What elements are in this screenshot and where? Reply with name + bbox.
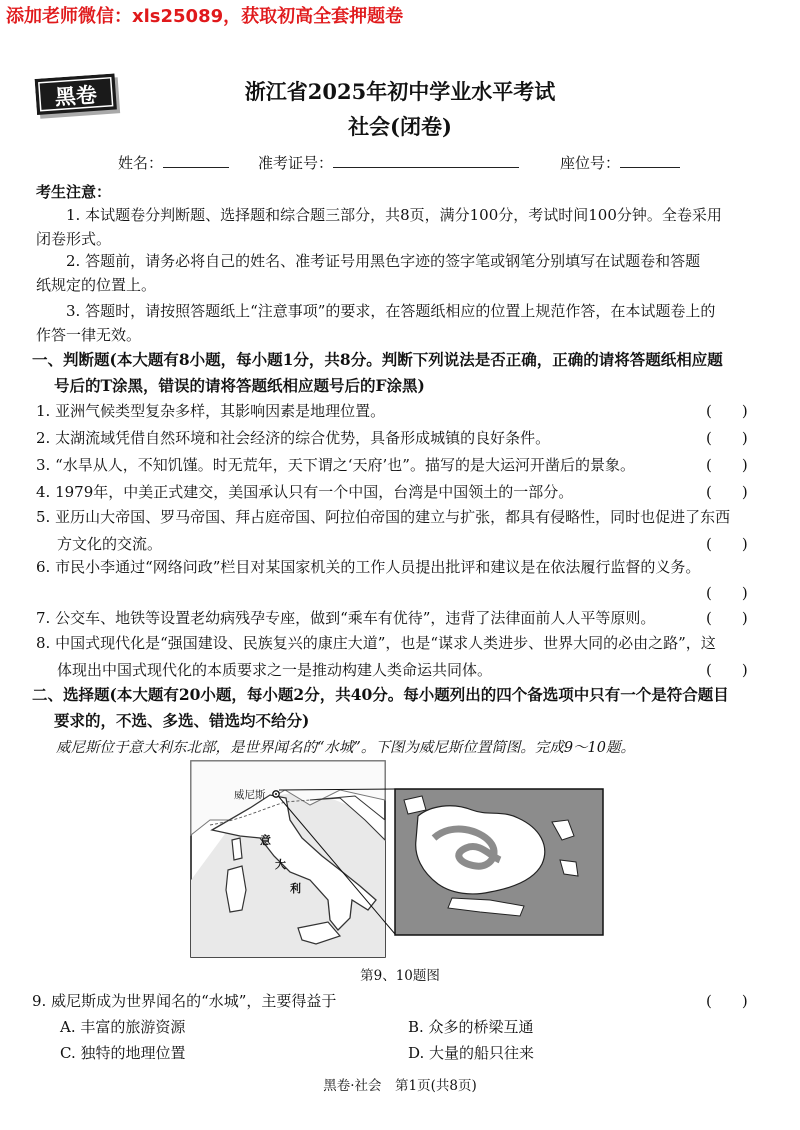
notice-item-1 — [36, 203, 760, 251]
section2-heading-line1: 二、选择题(本大题有20小题，每小题2分，共40分。每小题列出的四个备选项中只有一个是符合题目 — [32, 685, 729, 704]
judge-question-2: 2. 太湖流域凭借自然环境和社会经济的综合优势，具备形成城镇的良好条件。 — [36, 429, 551, 447]
section2-heading-line2: 要求的，不选、多选、错选均不给分) — [54, 711, 310, 730]
judge-question-3: 3. “水旱从人，不知饥馑。时无荒年，天下谓之‘天府’也”。描写的是大运河开凿后的景象。 — [36, 456, 635, 474]
answer-paren-1[interactable]: ( ) — [706, 402, 748, 420]
notice-item-2 — [36, 249, 760, 297]
corsica-island — [232, 838, 242, 860]
judge-question-8 — [36, 632, 716, 680]
notice-1-line1: 1. 本试题卷分判断题、选择题和综合题三部分，共8页，满分100分，考试时间100分钟。全卷采用 — [66, 206, 722, 224]
answer-paren-2[interactable]: ( ) — [706, 429, 748, 447]
venice-marker-dot — [275, 793, 277, 795]
question-intro: 威尼斯位于意大利东北部，是世界闻名的“水城”。下图为威尼斯位置简图。完成9～10题。 — [56, 740, 635, 756]
judge-question-4: 4. 1979年，中美正式建交，美国承认只有一个中国，台湾是中国领土的一部分。 — [36, 483, 574, 501]
notice-1-line2: 闭卷形式。 — [36, 230, 112, 248]
notice-item-3 — [36, 299, 760, 347]
judge-question-8-line2: 体现出中国式现代化的本质要求之一是推动构建人类命运共同体。 — [57, 661, 493, 679]
judge-question-8-line1: 8. 中国式现代化是“强国建设、民族复兴的康庄大道”，也是“谋求人类进步、世界大同的必由之路”，这 — [36, 634, 716, 652]
page-title: 浙江省2025年初中学业水平考试 — [244, 79, 556, 104]
exam-id-label: 准考证号： — [258, 154, 334, 172]
answer-paren-6[interactable]: ( ) — [706, 584, 748, 602]
answer-paren-4[interactable]: ( ) — [706, 483, 748, 501]
answer-paren-3[interactable]: ( ) — [706, 456, 748, 474]
sardinia-island — [226, 866, 246, 912]
notice-3-line1: 3. 答题时，请按照答题纸上“注意事项”的要求，在答题纸相应的位置上规范作答，在本试题卷上的 — [66, 302, 716, 320]
figure-caption: 第9、10题图 — [360, 968, 440, 984]
judge-question-5 — [36, 506, 730, 554]
judge-question-5-line1: 5. 亚历山大帝国、罗马帝国、拜占庭帝国、阿拉伯帝国的建立与扩张，都具有侵略性，同时也促进了东西 — [36, 508, 731, 526]
seat-blank[interactable] — [620, 153, 680, 168]
notice-2-line1: 2. 答题前，请务必将自己的姓名、准考证号用黑色字迹的签字笔或钢笔分别填写在试题卷和答题 — [66, 252, 701, 270]
country-label-2: 大 — [275, 858, 286, 871]
exam-id-blank[interactable] — [333, 153, 519, 168]
section2-heading — [32, 682, 762, 734]
section1-heading — [32, 347, 762, 399]
page-footer: 黑卷·社会 第1页(共8页) — [323, 1078, 477, 1094]
notice-2-line2: 纸规定的位置上。 — [36, 276, 157, 294]
option-d[interactable]: D. 大量的船只往来 — [408, 1044, 535, 1062]
notice-3-line2: 作答一律无效。 — [36, 326, 142, 344]
choice-question-9: 9. 威尼斯成为世界闻名的“水城”，主要得益于 — [32, 992, 337, 1010]
answer-paren-9[interactable]: ( ) — [706, 992, 748, 1010]
option-c[interactable]: C. 独特的地理位置 — [60, 1044, 186, 1062]
name-label: 姓名： — [118, 154, 164, 172]
seat-label: 座位号： — [560, 154, 621, 172]
answer-paren-8[interactable]: ( ) — [706, 661, 748, 679]
section1-heading-line1: 一、判断题(本大题有8小题，每小题1分，共8分。判断下列说法是否正确，正确的请将答题纸相应题 — [32, 350, 723, 369]
name-blank[interactable] — [163, 153, 229, 168]
section1-heading-line2: 号后的T涂黑，错误的请将答题纸相应题号后的F涂黑) — [54, 376, 425, 395]
seat-field[interactable] — [560, 152, 680, 173]
page-subtitle: 社会(闭卷) — [348, 114, 452, 139]
judge-question-7: 7. 公交车、地铁等设置老幼病残孕专座，做到“乘车有优待”，违背了法律面前人人平等原则。 — [36, 609, 656, 627]
exam-id-field[interactable] — [258, 152, 519, 173]
venice-label: 威尼斯 — [234, 789, 266, 801]
notice-heading: 考生注意： — [36, 183, 112, 201]
promo-banner: 添加老师微信：xls25089，获取初高全套押题卷 — [6, 6, 404, 27]
country-label-1: 意 — [260, 834, 271, 847]
judge-question-5-line2: 方文化的交流。 — [57, 535, 163, 553]
answer-paren-7[interactable]: ( ) — [706, 609, 748, 627]
venice-location-map — [190, 760, 610, 960]
option-b[interactable]: B. 众多的桥梁互通 — [408, 1018, 534, 1036]
name-field[interactable] — [118, 152, 229, 173]
logo-text: 黑卷 — [54, 82, 98, 110]
judge-question-6: 6. 市民小李通过“网络问政”栏目对某国家机关的工作人员提出批评和建议是在依法履行监督的义务。 — [36, 558, 701, 576]
country-label-3: 利 — [290, 882, 301, 895]
answer-paren-5[interactable]: ( ) — [706, 535, 748, 553]
judge-question-1: 1. 亚洲气候类型复杂多样，其影响因素是地理位置。 — [36, 402, 386, 420]
option-a[interactable]: A. 丰富的旅游资源 — [60, 1018, 186, 1036]
